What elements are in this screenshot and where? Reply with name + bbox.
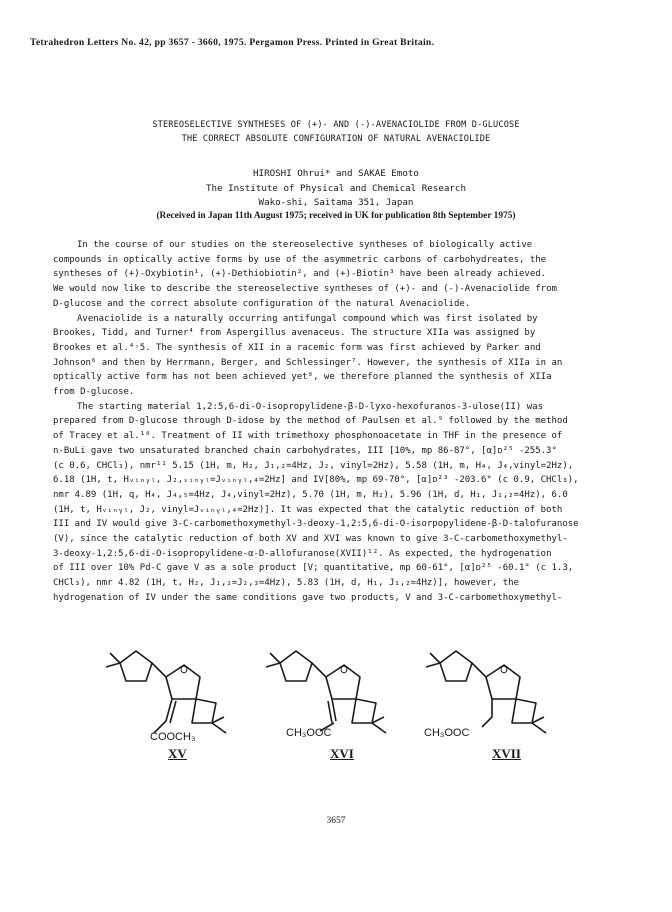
body-line: nmr 4.89 (1H, q, H₄, J₄,₅=4Hz, J₄,vinyl=2Hz), 5.70 (1H, m, H₂), 5.96 (1H, d, H₁, J₁,₂=4Hz), 6.0	[53, 489, 568, 500]
structure-xv	[100, 643, 250, 761]
body-line: syntheses of (+)-Oxybiotin¹, (+)-Dethiobiotin², and (+)-Biotin³ have been already achieved.	[53, 269, 547, 280]
journal-header: Tetrahedron Letters No. 42, pp 3657 - 3660, 1975. Pergamon Press. Printed in Great Britain.	[30, 37, 435, 48]
substituent-label: CH₃OOC	[424, 727, 470, 739]
body-line: Johnson⁶ and then by Herrmann, Berger, and Schlessinger⁷. However, the synthesis of XIIa in an	[53, 357, 563, 368]
body-line: CHCl₃), nmr 4.82 (1H, t, H₂, J₁,₂=J₂,₃=4Hz), 5.83 (1H, d, H₁, J₁,₂=4Hz)], however, the	[53, 578, 519, 589]
body-line: n-BuLi gave two unsaturated branched chain carbohydrates, III [10%, mp 86-87°, [α]ᴅ²⁵ -255.3°	[53, 445, 557, 456]
body-line: (c 0.6, CHCl₃), nmr¹¹ 5.15 (1H, m, H₂, J₁,₂=4Hz, J₂, vinyl=2Hz), 5.58 (1H, m, H₄, J₄,vinyl=2Hz),	[53, 460, 574, 471]
body-line: In the course of our studies on the stereoselective syntheses of biologically active	[77, 240, 533, 250]
body-line: Brookes et al.⁴˒5. The synthesis of XII in a racemic form was first achieved by Parker and	[53, 342, 541, 353]
structure-xvi	[260, 643, 410, 761]
body-line: III and IV would give 3-C-carbomethoxymethyl-3-deoxy-1,2:5,6-di-O-isorpopylidene-β-D-talofuranose	[53, 519, 579, 530]
body-line: 3-deoxy-1,2:5,6-di-O-isopropylidene-α-D-allofuranose(XVII)¹². As expected, the hydrogenation	[53, 548, 552, 559]
received-dates: (Received in Japan 11th August 1975; received in UK for publication 8th September 1975)	[156, 211, 516, 221]
compound-label: XVII	[492, 746, 521, 761]
article-title-line-2: THE CORRECT ABSOLUTE CONFIGURATION OF NATURAL AVENACIOLIDE	[181, 134, 491, 144]
body-line: compounds in optically active forms by use of the asymmetric carbons of carbohydreates, the	[53, 254, 547, 265]
body-line: 6.18 (1H, t, Hᵥᵢₙᵧₗ, J₂,ᵥᵢₙᵧₗ=Jᵥᵢₙᵧₗ,₄=2Hz] and IV[80%, mp 69-70°, [α]ᴅ²³ -203.6° (c 0.9, CHCl₃),	[53, 475, 579, 486]
affiliation: The Institute of Physical and Chemical Research	[206, 183, 466, 194]
body-line: (V), since the catalytic reduction of both XV and XVI was known to give 3-C-carbomethoxymethyl-	[53, 534, 568, 545]
compound-label: XV	[168, 746, 187, 761]
body-line: D-glucose and the correct absolute configuration of the natural Avenaciolide.	[53, 298, 471, 309]
structure-figures	[100, 643, 580, 773]
structure-xvi-drawing	[260, 643, 410, 758]
body-line: of Tracey et al.¹⁰. Treatment of II with trimethoxy phosphonoacetate in THF in the presence of	[53, 431, 563, 442]
svg-text:O: O	[500, 665, 508, 676]
body-line: hydrogenation of IV under the same conditions gave two products, V and 3-C-carbomethoxymethyl-	[53, 592, 563, 603]
body-line: We would now like to describe the stereoselective syntheses of (+)- and (-)-Avenaciolide from	[53, 284, 557, 295]
page-number: 3657	[326, 816, 346, 826]
body-text	[53, 238, 625, 606]
body-line: of III over 10% Pd-C gave V as a sole product [V; quantitative, mp 60-61°, [α]ᴅ²⁵ -60.1° (c 1.3,	[53, 563, 574, 574]
body-line: optically active form has not been achieved yet⁸, we therefore planned the synthesis of XIIa	[53, 372, 552, 383]
compound-label: XVI	[330, 746, 354, 761]
substituent-label: COOCH₃	[150, 731, 196, 743]
structure-xvii	[420, 643, 580, 761]
article-title-line-1: STEREOSELECTIVE SYNTHESES OF (+)- AND (-)-AVENACIOLIDE FROM D-GLUCOSE	[152, 120, 520, 130]
authors: HIROSHI Ohrui* and SAKAE Emoto	[253, 168, 419, 179]
body-line: from D-glucose.	[53, 387, 135, 398]
address: Wako-shi, Saitama 351, Japan	[258, 197, 414, 208]
body-line: Brookes, Tidd, and Turner⁴ from Aspergillus avenaceus. The structure XIIa was assigned by	[53, 328, 536, 339]
svg-text:O: O	[340, 665, 348, 676]
body-line: prepared from D-glucose through D-idose by the method of Paulsen et al.⁹ followed by the method	[53, 416, 568, 427]
substituent-label: CH₃OOC	[286, 727, 332, 739]
svg-text:O: O	[180, 665, 188, 676]
body-line: Avenaciolide is a naturally occurring antifungal compound which was first isolated by	[77, 313, 538, 324]
body-line: (1H, t, Hᵥᵢₙᵧₗ, J₂, vinyl=Jᵥᵢₙᵧₗ,₄=2Hz)]. It was expected that the catalytic reduction of both	[53, 504, 563, 515]
structure-xvii-drawing	[420, 643, 580, 758]
body-line: The starting material 1,2:5,6-di-O-isopropylidene-β-D-lyxo-hexofuranos-3-ulose(II) was	[77, 401, 543, 412]
